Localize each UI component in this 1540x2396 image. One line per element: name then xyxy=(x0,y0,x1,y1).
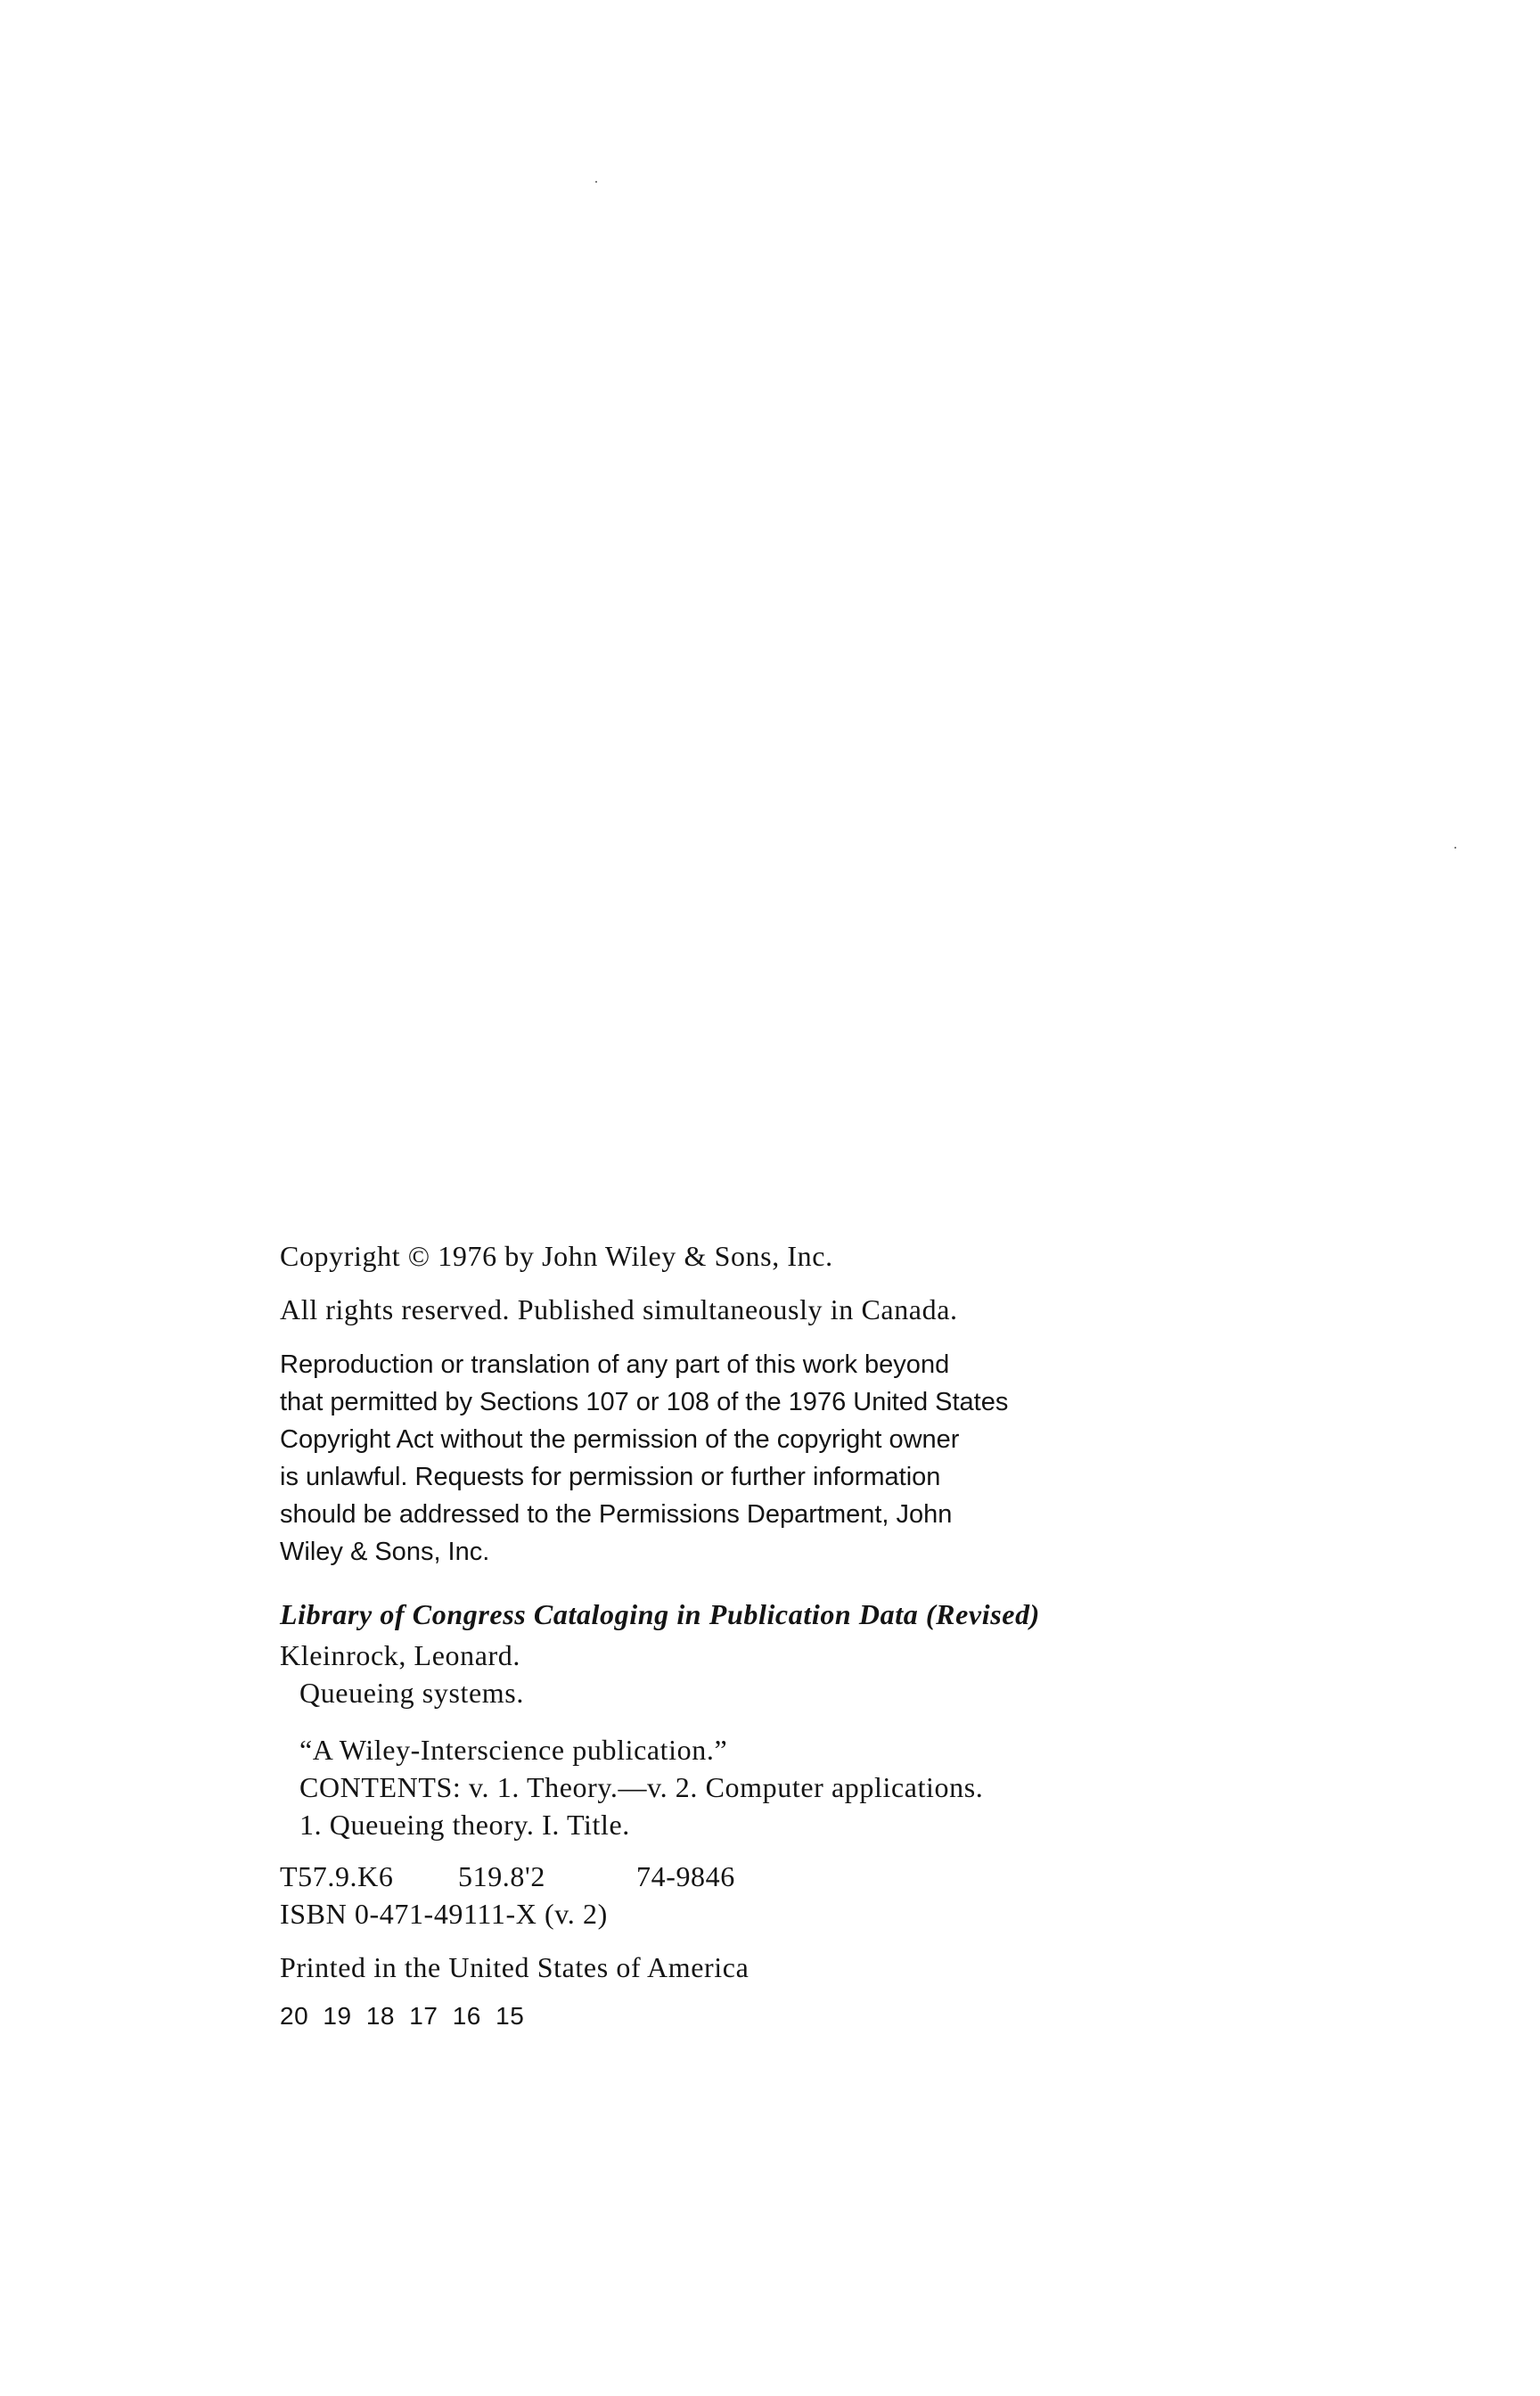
cip-notes xyxy=(280,1731,1242,1843)
printed-in-statement: Printed in the United States of America xyxy=(280,1951,750,1983)
cip-heading: Library of Congress Cataloging in Publication Data (Revised) xyxy=(280,1598,1040,1630)
reproduction-line: is unlawful. Requests for permission or further information xyxy=(280,1463,941,1491)
reproduction-line: Copyright Act without the permission of the copyright owner xyxy=(280,1425,960,1454)
isbn: ISBN 0-471-49111-X (v. 2) xyxy=(280,1898,608,1930)
scan-speck xyxy=(1454,847,1456,849)
print-run-numbers: 20 19 18 17 16 15 xyxy=(280,2002,525,2030)
reproduction-line: should be addressed to the Permissions Department, John xyxy=(280,1500,953,1529)
cip-note: CONTENTS: v. 1. Theory.—v. 2. Computer applications. xyxy=(299,1771,984,1803)
lc-call-number: T57.9.K6 xyxy=(280,1860,394,1892)
reproduction-line: Wiley & Sons, Inc. xyxy=(280,1538,490,1566)
scan-speck xyxy=(595,181,597,183)
copyright-page-block xyxy=(280,1237,1242,2034)
lccn: 74-9846 xyxy=(636,1860,735,1892)
copyright-notice: Copyright © 1976 by John Wiley & Sons, Inc. xyxy=(280,1240,833,1272)
rights-statement: All rights reserved. Published simultaneously in Canada. xyxy=(280,1293,958,1325)
classification-numbers xyxy=(280,1858,1242,1895)
cip-note: “A Wiley-Interscience publication.” xyxy=(299,1734,728,1766)
cip-author: Kleinrock, Leonard. xyxy=(280,1639,520,1671)
reproduction-line: Reproduction or translation of any part of this work beyond xyxy=(280,1350,950,1379)
reproduction-line: that permitted by Sections 107 or 108 of the 1976 United States xyxy=(280,1388,1009,1416)
dewey-number: 519.8'2 xyxy=(458,1860,545,1892)
cip-title: Queueing systems. xyxy=(299,1677,524,1709)
cip-note: 1. Queueing theory. I. Title. xyxy=(299,1809,630,1841)
reproduction-paragraph xyxy=(280,1346,1242,1571)
